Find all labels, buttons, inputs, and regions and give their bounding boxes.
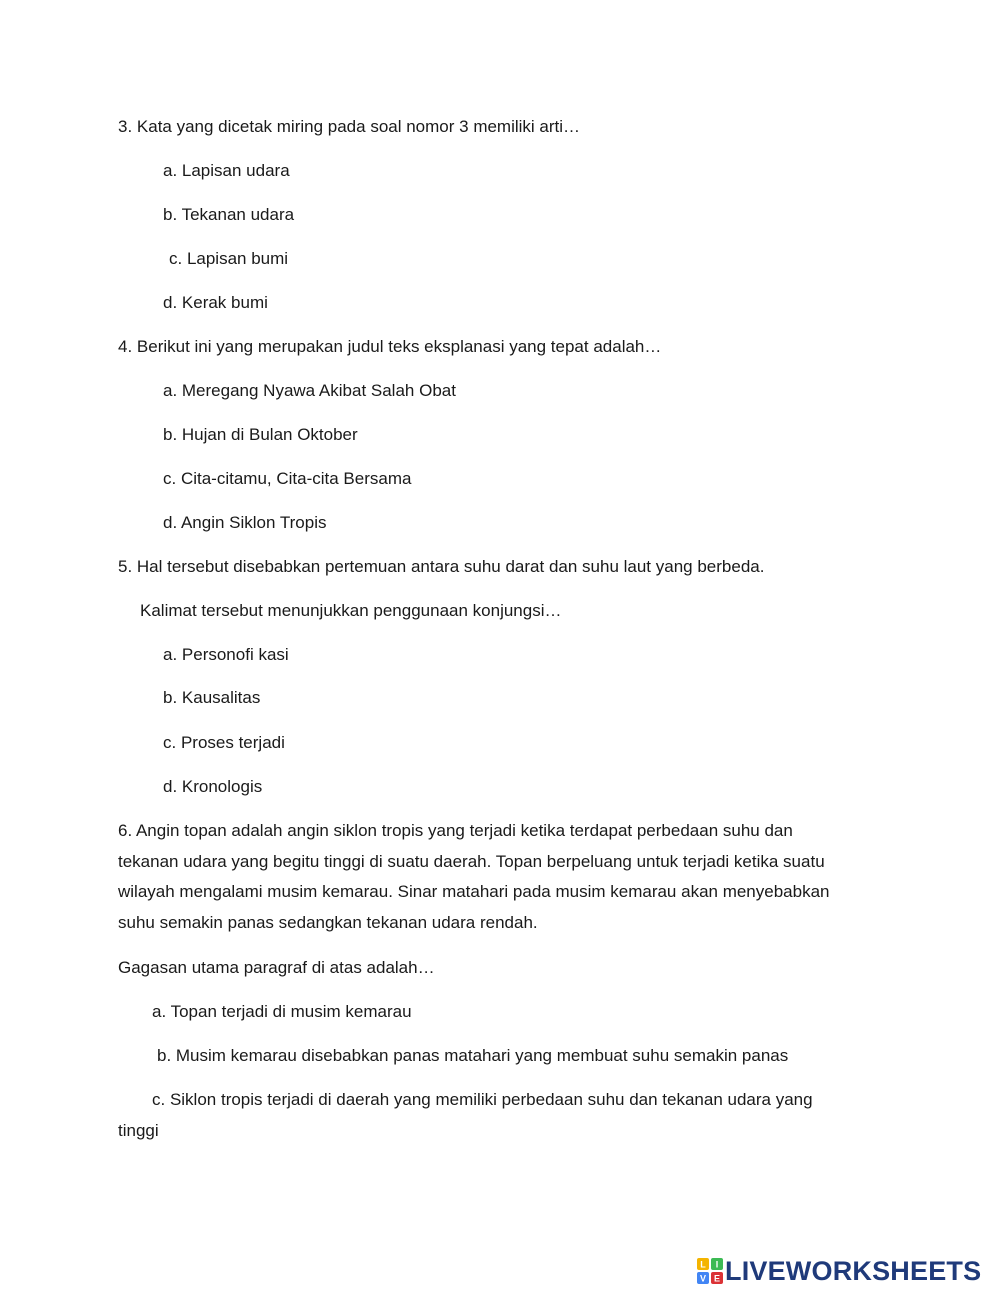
question-5-prompt: Kalimat tersebut menunjukkan penggunaan konjungsi… bbox=[140, 601, 562, 620]
question-6-option-c-continuation: tinggi bbox=[118, 1121, 159, 1140]
question-6-option-c: c. Siklon tropis terjadi di daerah yang memiliki perbedaan suhu dan tekanan udara yang bbox=[152, 1090, 813, 1109]
logo-mark-letter-e: E bbox=[713, 1273, 721, 1284]
question-6-option-a: a. Topan terjadi di musim kemarau bbox=[152, 1002, 412, 1021]
question-4-option-d: d. Angin Siklon Tropis bbox=[163, 513, 327, 532]
question-6-option-b: b. Musim kemarau disebabkan panas matahari yang membuat suhu semakin panas bbox=[157, 1046, 789, 1065]
logo-mark-letter-l: L bbox=[700, 1259, 706, 1270]
liveworksheets-logo-text: LIVEWORKSHEETS bbox=[725, 1256, 982, 1286]
question-5-option-d: d. Kronologis bbox=[163, 777, 263, 796]
question-6-paragraph-line-2: tekanan udara yang begitu tinggi di suatu daerah. Topan berpeluang untuk terjadi ketika suatu bbox=[118, 852, 825, 871]
question-3-option-a: a. Lapisan udara bbox=[163, 161, 290, 180]
question-3-option-c: c. Lapisan bumi bbox=[169, 249, 289, 268]
logo-mark-letter-v: V bbox=[699, 1273, 707, 1284]
question-6-paragraph-line-3: wilayah mengalami musim kemarau. Sinar matahari pada musim kemarau akan menyebabkan bbox=[118, 882, 830, 901]
question-3-text: 3. Kata yang dicetak miring pada soal nomor 3 memiliki arti… bbox=[118, 117, 581, 136]
question-3-option-d: d. Kerak bumi bbox=[163, 293, 268, 312]
question-5-option-c: c. Proses terjadi bbox=[163, 733, 285, 752]
liveworksheets-logo bbox=[697, 1256, 981, 1286]
liveworksheets-logo-mark-icon bbox=[697, 1258, 723, 1284]
question-4-option-b: b. Hujan di Bulan Oktober bbox=[163, 425, 358, 444]
question-4-option-a: a. Meregang Nyawa Akibat Salah Obat bbox=[163, 381, 456, 400]
question-6-text: Gagasan utama paragraf di atas adalah… bbox=[118, 958, 435, 977]
logo-mark-letter-i: I bbox=[715, 1259, 719, 1270]
question-4-option-c: c. Cita-citamu, Cita-cita Bersama bbox=[163, 469, 412, 488]
question-4-text: 4. Berikut ini yang merupakan judul teks eksplanasi yang tepat adalah… bbox=[118, 337, 662, 356]
question-6-paragraph-line-1: 6. Angin topan adalah angin siklon tropis yang terjadi ketika terdapat perbedaan suhu dan bbox=[118, 821, 793, 840]
question-5-text: 5. Hal tersebut disebabkan pertemuan antara suhu darat dan suhu laut yang berbeda. bbox=[118, 557, 765, 576]
question-5-option-b: b. Kausalitas bbox=[163, 688, 261, 707]
question-5-option-a: a. Personofi kasi bbox=[163, 645, 289, 664]
question-6-paragraph-line-4: suhu semakin panas sedangkan tekanan udara rendah. bbox=[118, 913, 538, 932]
question-3-option-b: b. Tekanan udara bbox=[163, 205, 295, 224]
